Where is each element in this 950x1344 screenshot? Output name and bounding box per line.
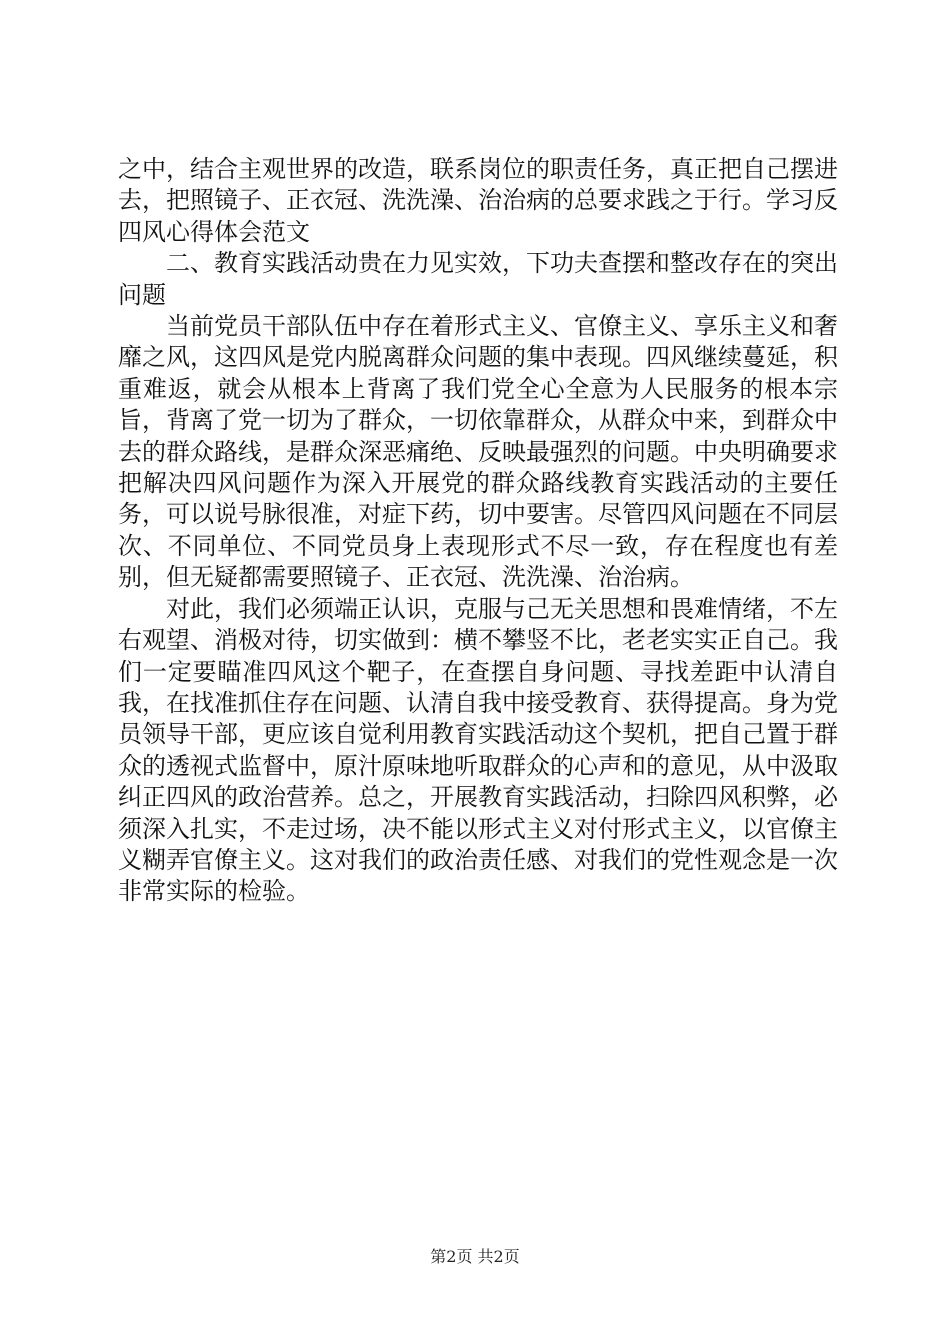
section-heading: 二、教育实践活动贵在力见实效，下功夫查摆和整改存在的突出问题: [118, 249, 838, 309]
paragraph-continuation: 之中，结合主观世界的改造，联系岗位的职责任务，真正把自己摆进去，把照镜子、正衣冠、洗洗澡、治治病的总要求践之于行。学习反四风心得体会范文: [118, 155, 838, 246]
paragraph-four-styles: 当前党员干部队伍中存在着形式主义、官僚主义、享乐主义和奢靡之风，这四风是党内脱离群众问题的集中表现。四风继续蔓延，积重难返，就会从根本上背离了我们党全心全意为人民服务的根本宗旨，背离了党一切为了群众，一切依靠群众，从群众中来，到群众中去的群众路线，是群众深恶痛绝、反映最强烈的问题。中央明确要求把解决四风问题作为深入开展党的群众路线教育实践活动的主要任务，可以说号脉很准，对症下药，切中要害。尽管四风问题在不同层次、不同单位、不同党员身上表现形式不尽一致，存在程度也有差别，但无疑都需要照镜子、正衣冠、洗洗澡、治治病。: [118, 312, 838, 592]
paragraph-response: 对此，我们必须端正认识，克服与己无关思想和畏难情绪，不左右观望、消极对待，切实做到：横不攀竖不比，老老实实正自己。我们一定要瞄准四风这个靶子，在查摆自身问题、寻找差距中认清自我，在找准抓住存在问题、认清自我中接受教育、获得提高。身为党员领导干部，更应该自觉利用教育实践活动这个契机，把自己置于群众的透视式监督中，原汁原味地听取群众的心声和的意见，从中汲取纠正四风的政治营养。总之，开展教育实践活动，扫除四风积弊，必须深入扎实，不走过场，决不能以形式主义对付形式主义，以官僚主义糊弄官僚主义。这对我们的政治责任感、对我们的党性观念是一次非常实际的检验。: [118, 594, 838, 906]
document-body: [118, 154, 838, 908]
page-number-footer: 第2页 共2页: [430, 1247, 520, 1266]
